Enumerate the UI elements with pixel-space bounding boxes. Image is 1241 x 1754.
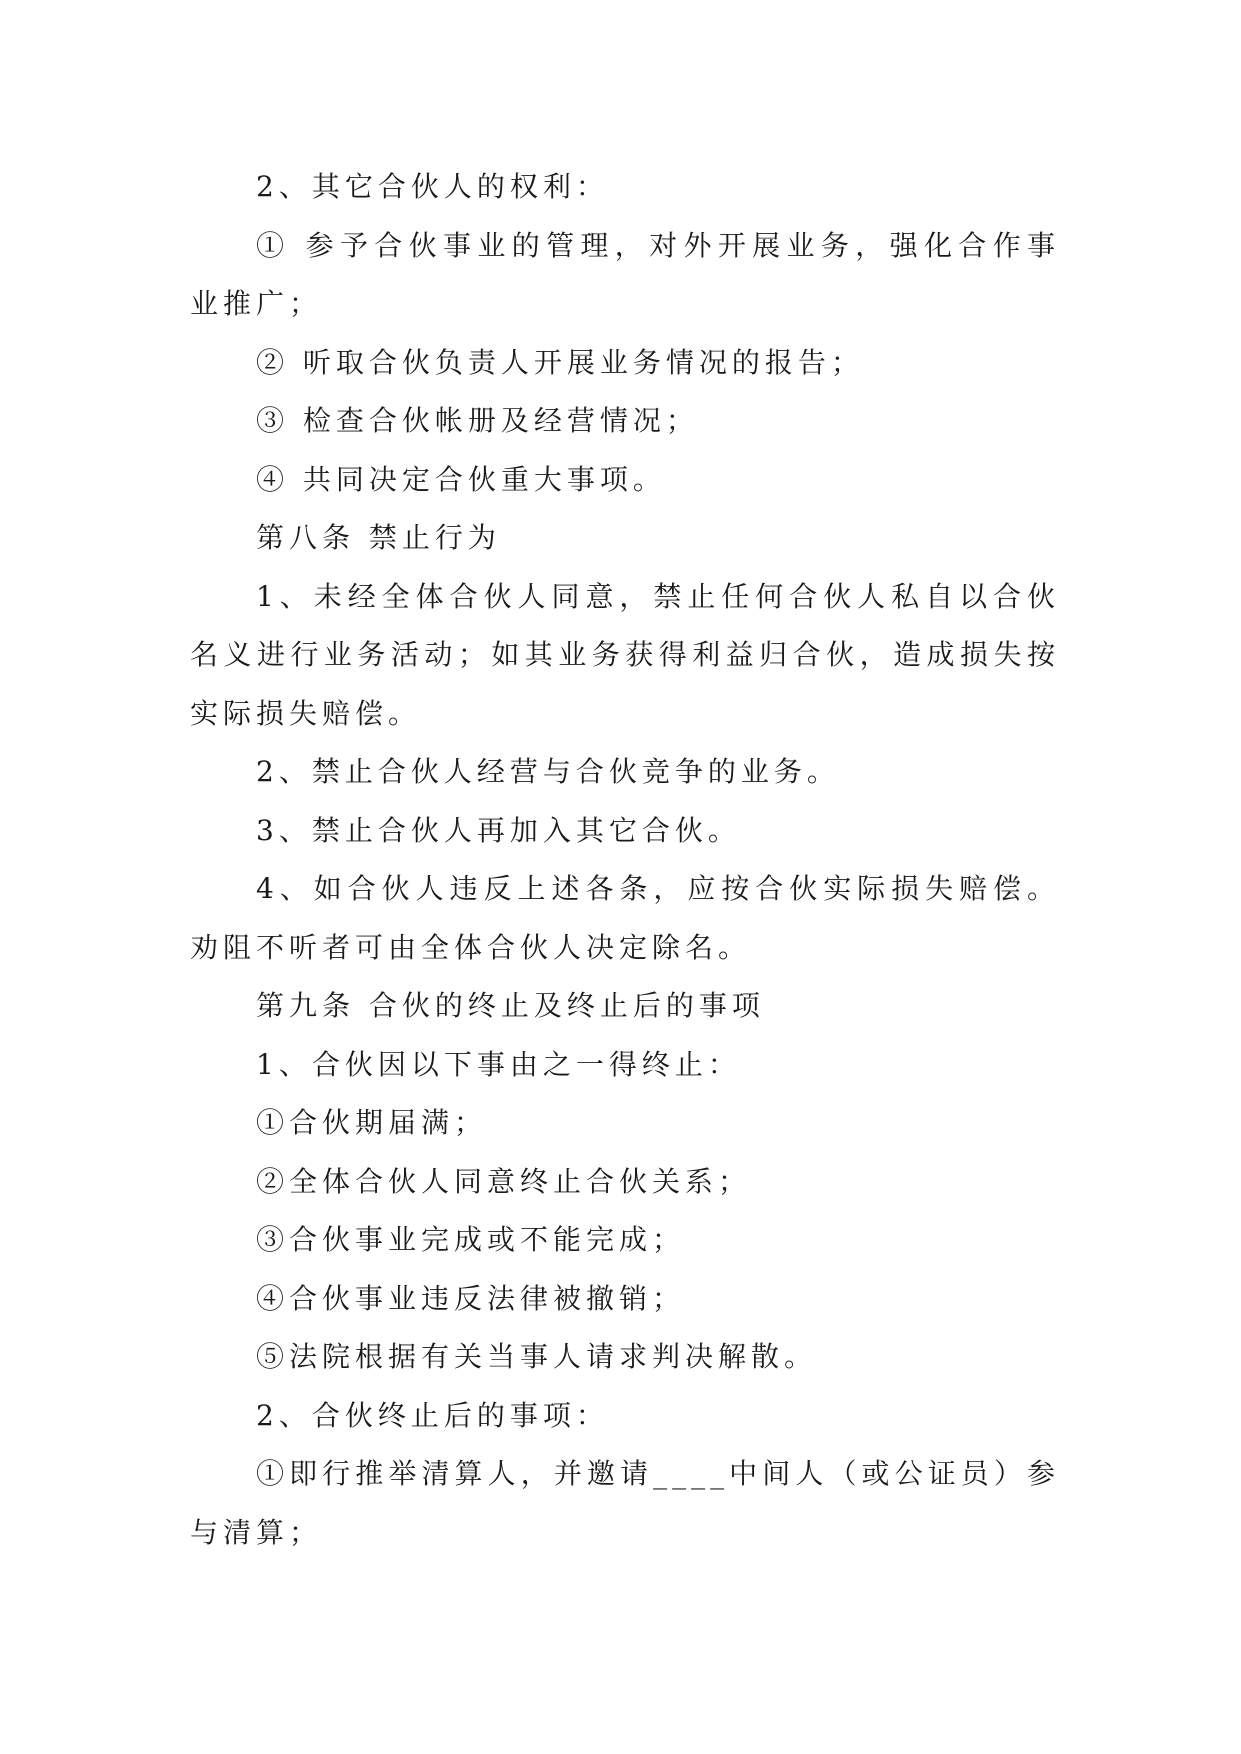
clause-paragraph: 1、未经全体合伙人同意，禁止任何合伙人私自以合伙名义进行业务活动；如其业务获得利益归合伙，造成损失按实际损失赔偿。 xyxy=(190,579,1060,730)
section-heading: 2、其它合伙人的权利： xyxy=(256,170,609,203)
list-item: ③合伙事业完成或不能完成； xyxy=(256,1223,686,1256)
list-item: ③ 检查合伙帐册及经营情况； xyxy=(256,404,699,437)
list-item: ② 听取合伙负责人开展业务情况的报告； xyxy=(256,345,864,379)
list-item: ① 参予合伙事业的管理，对外开展业务，强化合作事业推广； xyxy=(190,228,1060,320)
list-item: ④ 共同决定合伙重大事项。 xyxy=(256,462,666,496)
clause-paragraph: 1、合伙因以下事由之一得终止： xyxy=(256,1047,741,1081)
clause-paragraph: 2、禁止合伙人经营与合伙竞争的业务。 xyxy=(256,755,840,788)
list-item: ①合伙期届满； xyxy=(256,1106,488,1139)
list-item: ①即行推举清算人，并邀请____中间人（或公证员）参与清算； xyxy=(190,1457,1060,1549)
list-item: ⑤法院根据有关当事人请求判决解散。 xyxy=(256,1340,818,1373)
article-heading: 第八条 禁止行为 xyxy=(256,521,501,554)
document-body xyxy=(190,158,1060,1562)
list-item: ④合伙事业违反法律被撤销； xyxy=(256,1281,686,1315)
clause-paragraph: 2、合伙终止后的事项： xyxy=(256,1398,609,1432)
clause-paragraph: 3、禁止合伙人再加入其它合伙。 xyxy=(256,813,741,847)
list-item: ②全体合伙人同意终止合伙关系； xyxy=(256,1164,752,1198)
article-heading: 第九条 合伙的终止及终止后的事项 xyxy=(256,989,765,1022)
clause-paragraph: 4、如合伙人违反上述各条，应按合伙实际损失赔偿。劝阻不听者可由全体合伙人决定除名。 xyxy=(190,872,1060,964)
